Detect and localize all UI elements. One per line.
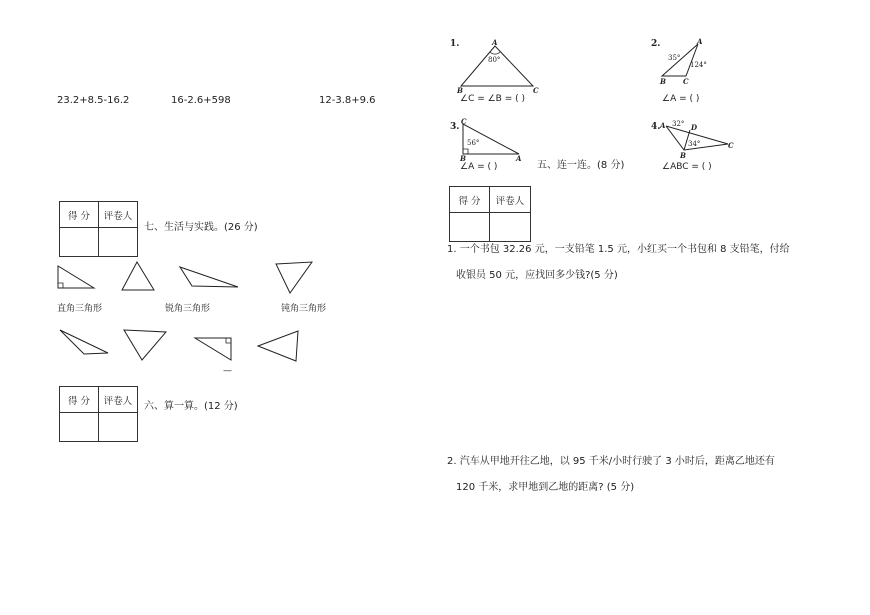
label-right-triangle: 直角三角形 — [57, 304, 103, 314]
problem-1-number: 1. — [450, 39, 460, 49]
problem-4-number: 4. — [651, 122, 661, 132]
triangle-right-2[interactable] — [193, 336, 235, 362]
vertex-b: B — [660, 77, 666, 86]
score-cell[interactable] — [60, 413, 99, 442]
question-1 — [447, 237, 790, 289]
score-table-sec5 — [449, 186, 531, 242]
section5-title: 五、连一连。(8 分) — [537, 160, 625, 171]
score-header: 得 分 — [450, 187, 490, 213]
grader-header: 评卷人 — [99, 202, 138, 228]
triangle-obtuse-3[interactable] — [256, 329, 300, 363]
problem-3-triangle — [457, 118, 523, 162]
triangle-obtuse-2[interactable] — [58, 328, 110, 356]
vertex-a: A — [660, 121, 666, 130]
question-1-line-1: 1. 一个书包 32.26 元，一支铅笔 1.5 元，小红买一个书包和 8 支铅笔，付给 — [447, 244, 790, 255]
expression-2: 16-2.6+598 — [171, 95, 231, 106]
vertex-c: C — [683, 77, 689, 86]
triangle-right-1[interactable] — [56, 264, 96, 290]
blank-mark: — — [223, 366, 232, 376]
question-2-line-1: 2. 汽车从甲地开往乙地，以 95 千米/小时行驶了 3 小时后，距离乙地还有 — [447, 456, 775, 467]
section7-title: 七、生活与实践。(26 分) — [144, 222, 258, 233]
score-table-sec7 — [59, 201, 138, 257]
angle-80: 80° — [488, 56, 501, 64]
vertex-d: D — [691, 123, 698, 132]
score-cell[interactable] — [60, 228, 99, 257]
vertex-b: B — [460, 154, 466, 163]
grader-header: 评卷人 — [99, 387, 138, 413]
angle-56: 56° — [467, 139, 480, 147]
vertex-a: A — [697, 37, 703, 46]
vertex-a: A — [516, 154, 522, 163]
problem-2-number: 2. — [651, 39, 661, 49]
triangle-obtuse-1[interactable] — [178, 265, 240, 289]
problem-2-answer[interactable]: ∠A = ( ) — [662, 94, 700, 104]
problem-1-triangle — [455, 38, 540, 95]
section6-title: 六、算一算。(12 分) — [144, 401, 238, 412]
problem-4-answer[interactable]: ∠ABC = ( ) — [662, 162, 712, 172]
vertex-c: C — [461, 117, 467, 126]
grader-cell[interactable] — [99, 228, 138, 257]
triangle-acute-3[interactable] — [122, 328, 168, 362]
triangle-acute-1[interactable] — [120, 260, 156, 292]
problem-4-triangle — [660, 118, 740, 160]
problem-1-answer[interactable]: ∠C = ∠B = ( ) — [460, 94, 526, 104]
problem-2-triangle — [656, 36, 716, 86]
angle-32: 32° — [672, 120, 685, 128]
vertex-b: B — [680, 151, 686, 160]
vertex-a: A — [492, 38, 498, 47]
score-table-sec6 — [59, 386, 138, 442]
problem-3-answer[interactable]: ∠A = ( ) — [460, 162, 498, 172]
expression-1: 23.2+8.5-16.2 — [57, 95, 130, 106]
triangle-acute-2[interactable] — [274, 260, 314, 296]
question-2-line-2: 120 千米，求甲地到乙地的距离? (5 分) — [456, 482, 635, 493]
label-acute-triangle: 锐角三角形 — [165, 304, 211, 314]
angle-35: 35° — [668, 54, 681, 62]
angle-124: 124° — [690, 61, 707, 69]
score-header: 得 分 — [60, 202, 99, 228]
grader-header: 评卷人 — [490, 187, 531, 213]
vertex-b: B — [457, 86, 463, 95]
label-obtuse-triangle: 钝角三角形 — [281, 304, 327, 314]
vertex-c: C — [533, 86, 539, 95]
question-2 — [447, 449, 775, 501]
grader-cell[interactable] — [99, 413, 138, 442]
score-header: 得 分 — [60, 387, 99, 413]
expression-3: 12-3.8+9.6 — [319, 95, 376, 106]
question-1-line-2: 收银员 50 元，应找回多少钱?(5 分) — [456, 270, 618, 281]
problem-3-number: 3. — [450, 122, 460, 132]
angle-34: 34° — [688, 140, 701, 148]
vertex-c: C — [728, 141, 734, 150]
